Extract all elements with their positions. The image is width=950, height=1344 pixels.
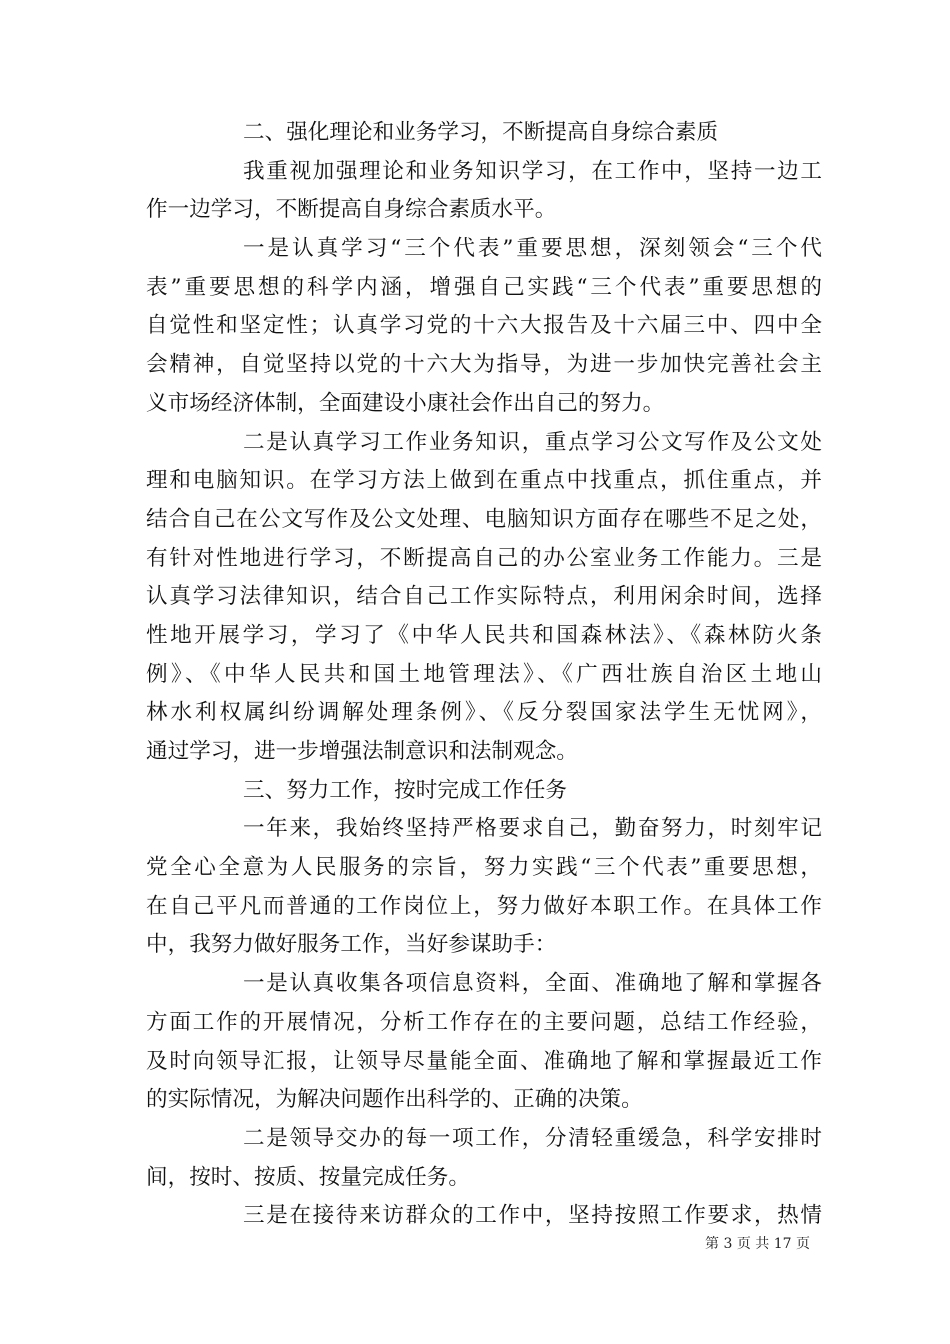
- paragraph-line: 我重视加强理论和业务知识学习，在工作中，坚持一边工: [243, 158, 822, 184]
- paragraph-line: 党全心全意为人民服务的宗旨，努力实践“三个代表”重要思想，: [146, 855, 822, 881]
- paragraph-line: 二是领导交办的每一项工作，分清轻重缓急，科学安排时: [243, 1125, 822, 1151]
- paragraph-line: 理和电脑知识。在学习方法上做到在重点中找重点，抓住重点，并: [146, 468, 822, 494]
- paragraph-line: 一是认真学习“三个代表”重要思想，深刻领会“三个代: [243, 236, 822, 262]
- paragraph-line: 方面工作的开展情况，分析工作存在的主要问题，总结工作经验，: [146, 1009, 822, 1035]
- document-body: [146, 114, 822, 1236]
- paragraph-line: 及时向领导汇报，让领导尽量能全面、准确地了解和掌握最近工作: [146, 1048, 822, 1074]
- paragraph-line: 一是认真收集各项信息资料，全面、准确地了解和掌握各: [243, 971, 822, 997]
- page-number-footer: 第 3 页 共 17 页: [705, 1236, 810, 1252]
- paragraph-line: 中，我努力做好服务工作，当好参谋助手：: [146, 932, 557, 958]
- section-heading: 二、强化理论和业务学习，不断提高自身综合素质: [243, 120, 719, 145]
- paragraph-line: 认真学习法律知识，结合自己工作实际特点，利用闲余时间，选择: [146, 584, 822, 610]
- paragraph-line: 结合自己在公文写作及公文处理、电脑知识方面存在哪些不足之处，: [146, 506, 822, 532]
- paragraph-line: 作一边学习，不断提高自身综合素质水平。: [146, 197, 557, 223]
- paragraph-line: 一年来，我始终坚持严格要求自己，勤奋努力，时刻牢记: [243, 816, 822, 842]
- paragraph-line: 在自己平凡而普通的工作岗位上，努力做好本职工作。在具体工作: [146, 893, 822, 919]
- paragraph-line: 林水利权属纠纷调解处理条例》、《反分裂国家法学生无忧网》，: [146, 700, 822, 726]
- paragraph-line: 会精神，自觉坚持以党的十六大为指导，为进一步加快完善社会主: [146, 352, 822, 378]
- paragraph-line: 三是在接待来访群众的工作中，坚持按照工作要求，热情: [243, 1203, 822, 1229]
- paragraph-line: 性地开展学习，学习了《中华人民共和国森林法》、《森林防火条: [146, 622, 822, 648]
- paragraph-line: 自觉性和坚定性；认真学习党的十六大报告及十六届三中、四中全: [146, 313, 822, 339]
- paragraph-line: 通过学习，进一步增强法制意识和法制观念。: [146, 739, 578, 764]
- paragraph-line: 的实际情况，为解决问题作出科学的、正确的决策。: [146, 1087, 643, 1113]
- paragraph-line: 例》、《中华人民共和国土地管理法》、《广西壮族自治区土地山: [146, 661, 822, 687]
- paragraph-line: 表”重要思想的科学内涵，增强自己实践“三个代表”重要思想的: [146, 274, 822, 300]
- section-heading: 三、努力工作，按时完成工作任务: [243, 777, 567, 803]
- paragraph-line: 义市场经济体制，全面建设小康社会作出自己的努力。: [146, 390, 665, 416]
- paragraph-line: 二是认真学习工作业务知识，重点学习公文写作及公文处: [243, 429, 822, 455]
- paragraph-line: 间，按时、按质、按量完成任务。: [146, 1164, 470, 1190]
- paragraph-line: 有针对性地进行学习，不断提高自己的办公室业务工作能力。三是: [146, 545, 822, 571]
